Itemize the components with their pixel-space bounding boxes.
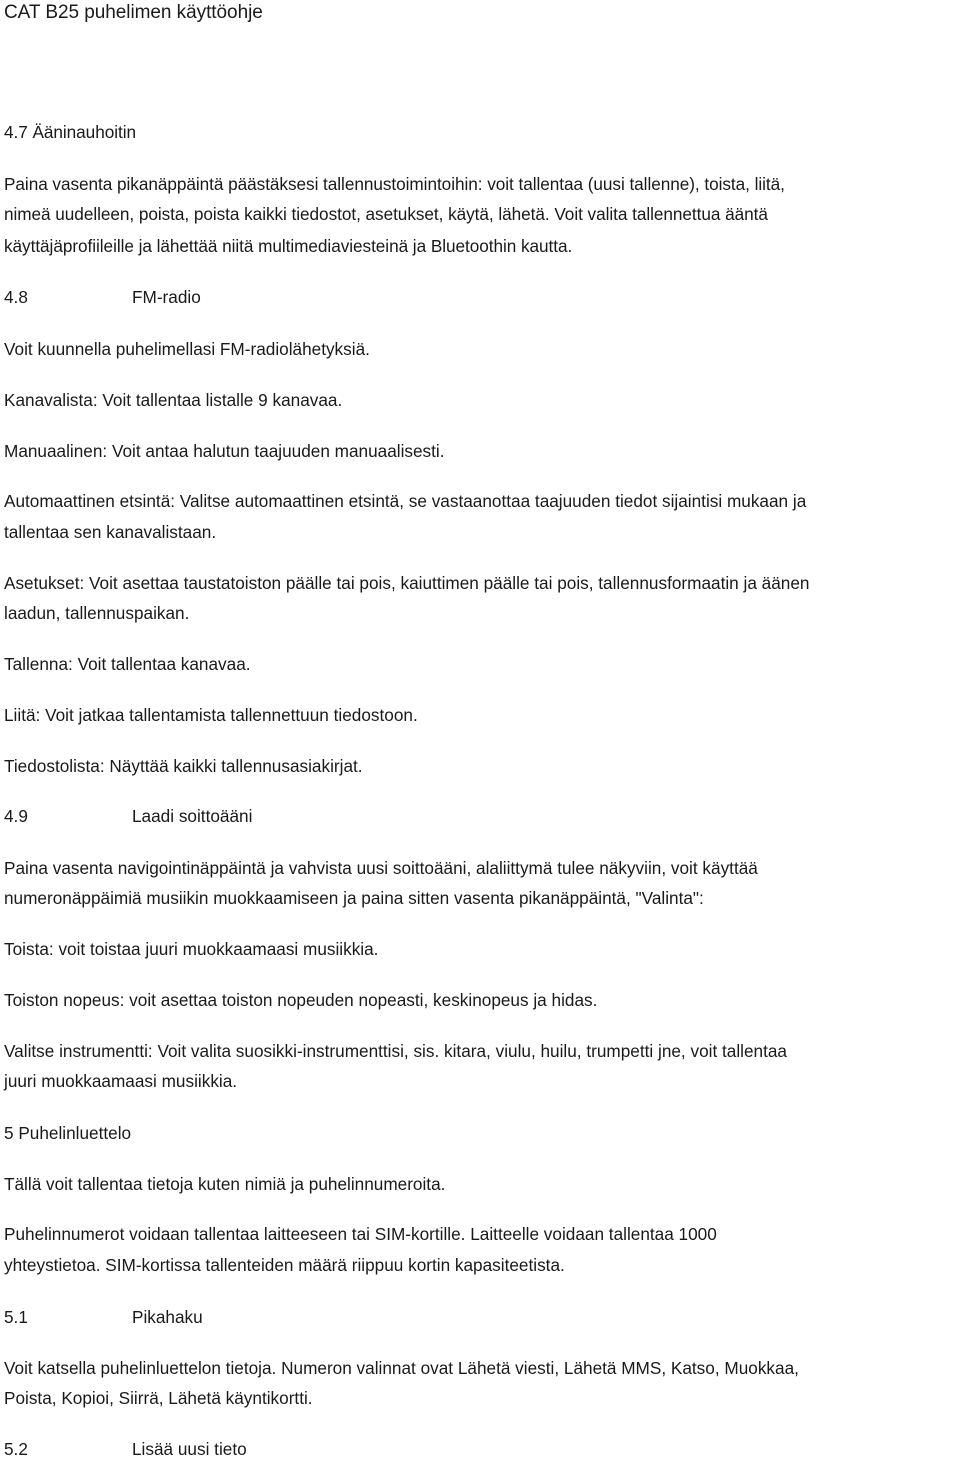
paragraph-line: numeronäppäimiä musiikin muokkaamiseen ja paina sitten vasenta pikanäppäintä, "Valinta": (4, 888, 704, 908)
paragraph-line: Valitse instrumentti: Voit valita suosikki-instrumenttisi, sis. kitara, viulu, huilu, trumpetti jne, voit tallentaa (4, 1041, 787, 1061)
paragraph-line: Asetukset: Voit asettaa taustatoiston päälle tai pois, kaiuttimen päälle tai pois, tallennusformaatin ja äänen (4, 573, 810, 593)
paragraph-line: Voit katsella puhelinluettelon tietoja. Numeron valinnat ovat Lähetä viesti, Lähetä MMS, Katso, Muokkaa, (4, 1358, 799, 1378)
paragraph: Tiedostolista: Näyttää kaikki tallennusasiakirjat. (4, 756, 363, 776)
section-title: Pikahaku (132, 1307, 203, 1327)
section-title: Laadi soittoääni (132, 806, 253, 826)
section-5-1-heading (4, 1307, 203, 1327)
section-title: FM-radio (132, 287, 201, 307)
paragraph-line: yhteystietoa. SIM-kortissa tallenteiden määrä riippuu kortin kapasiteetista. (4, 1255, 565, 1275)
paragraph: Voit kuunnella puhelimellasi FM-radiolähetyksiä. (4, 339, 370, 359)
paragraph: Tällä voit tallentaa tietoja kuten nimiä ja puhelinnumeroita. (4, 1174, 446, 1194)
paragraph: Toista: voit toistaa juuri muokkaamaasi musiikkia. (4, 939, 379, 959)
section-4-7-heading: 4.7 Ääninauhoitin (4, 122, 136, 142)
paragraph: Tallenna: Voit tallentaa kanavaa. (4, 654, 251, 674)
paragraph-line: Poista, Kopioi, Siirrä, Lähetä käyntikortti. (4, 1388, 313, 1408)
section-4-7-paragraph-line: käyttäjäprofiileille ja lähettää niitä multimediaviesteinä ja Bluetoothin kautta. (4, 236, 573, 256)
section-4-8-heading (4, 287, 201, 307)
section-number: 5.2 (4, 1439, 28, 1459)
paragraph: Manuaalinen: Voit antaa halutun taajuuden manuaalisesti. (4, 441, 445, 461)
paragraph-line: laadun, tallennuspaikan. (4, 603, 190, 623)
section-number: 4.9 (4, 806, 28, 826)
section-5-2-heading (4, 1439, 247, 1459)
paragraph-line: tallentaa sen kanavalistaan. (4, 522, 217, 542)
section-4-7-paragraph-line: nimeä uudelleen, poista, poista kaikki tiedostot, asetukset, käytä, lähetä. Voit valita tallennettua ääntä (4, 204, 768, 224)
paragraph: Toiston nopeus: voit asettaa toiston nopeuden nopeasti, keskinopeus ja hidas. (4, 990, 598, 1010)
section-4-7-paragraph-line: Paina vasenta pikanäppäintä päästäksesi tallennustoimintoihin: voit tallentaa (uusi tallenne), toista, liitä, (4, 174, 785, 194)
paragraph: Kanavalista: Voit tallentaa listalle 9 kanavaa. (4, 390, 343, 410)
paragraph: Liitä: Voit jatkaa tallentamista tallennettuun tiedostoon. (4, 705, 418, 725)
section-number: 4.8 (4, 287, 28, 307)
section-4-9-heading (4, 806, 252, 826)
document-header-title: CAT B25 puhelimen käyttöohje (4, 2, 263, 23)
paragraph-line: juuri muokkaamaasi musiikkia. (4, 1071, 238, 1091)
paragraph-line: Automaattinen etsintä: Valitse automaattinen etsintä, se vastaanottaa taajuuden tiedot sijaintisi mukaan ja (4, 491, 807, 511)
paragraph-line: Puhelinnumerot voidaan tallentaa laitteeseen tai SIM-kortille. Laitteelle voidaan tallentaa 1000 (4, 1224, 717, 1244)
section-number: 5.1 (4, 1307, 28, 1327)
section-5-heading: 5 Puhelinluettelo (4, 1123, 132, 1143)
paragraph-line: Paina vasenta navigointinäppäintä ja vahvista uusi soittoääni, alaliittymä tulee näkyviin, voit käyttää (4, 858, 758, 878)
section-title: Lisää uusi tieto (132, 1439, 247, 1459)
